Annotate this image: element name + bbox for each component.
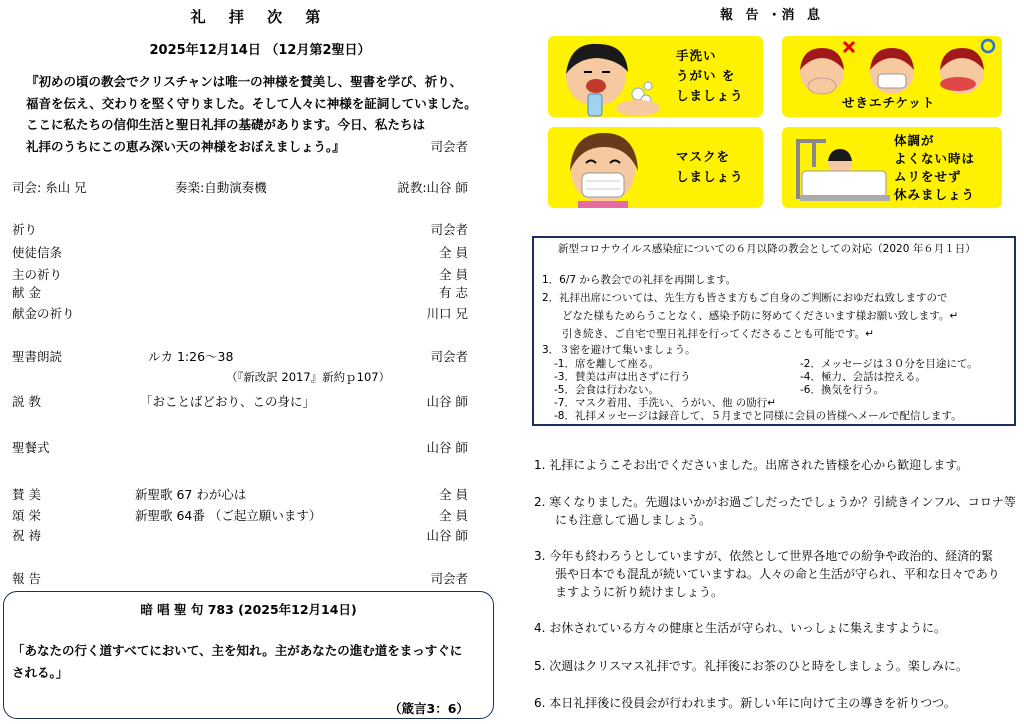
memory-verse-line-2: される。」 xyxy=(12,665,69,680)
intro-line-4: 礼拝のうちにこの恵み深い天の神様をおぼえましょう。』 xyxy=(26,139,345,154)
covid-rule-5: -5．会食は行わない。 xyxy=(554,384,659,396)
hymn-praise-who: 全 員 xyxy=(439,487,468,502)
memory-verse-ref: （箴言3：6） xyxy=(389,701,469,716)
mask-panel xyxy=(548,127,763,208)
announcement-3: 3. 今年も終わろうとしていますが、依然として世界各地での紛争や政治的、経済的緊 xyxy=(534,549,994,563)
announcement-6: 6. 本日礼拝後に役員会が行われます。新しい年に向けて主の導きを祈りつつ。 xyxy=(534,696,956,710)
service-date: 2025年12月14日 （12月第2聖日） xyxy=(149,43,371,58)
doxology-text: 新聖歌 64番 （ご起立願います） xyxy=(135,508,322,523)
staff-presider: 司会: 糸山 兄 xyxy=(12,180,87,195)
covid-rule-2: -2．メッセージは３０分を目途にて。 xyxy=(800,358,978,370)
covid-line-2: 2．礼拝出席については、先生方も皆さま方もご自身のご判断におゆだね致しますので xyxy=(542,292,948,304)
covid-rule-7: -7．マスク着用、手洗い、うがい、他 の励行↵ xyxy=(554,397,777,409)
sermon-label: 説 教 xyxy=(12,394,41,409)
announcement-2: 2. 寒くなりました。先週はいかがお過ごしだったでしょうか？引続きインフル、コロナ等 xyxy=(534,495,1016,509)
covid-line-4: 引き続き、ご自宅で聖日礼拝を行ってくださることも可能です。↵ xyxy=(562,328,875,340)
rest-line-4: 休みましょう xyxy=(894,187,976,202)
announcement-1: 1. 礼拝にようこそお出でくださいました。出席された皆様を心から歓迎します。 xyxy=(534,458,969,472)
news-title: 報 告 ･消 息 xyxy=(719,8,825,23)
doxology-label: 頌 栄 xyxy=(12,508,41,523)
memory-verse-line-1: 「あなたの行く道すべてにおいて、主を知れ。主があなたの進む道をまっすぐに xyxy=(12,643,463,658)
covid-rule-8: -8．礼拝メッセージは録音して、５月までと同様に会員の皆様へメールで配信します。 xyxy=(554,410,962,422)
rest-line-1: 体調が xyxy=(894,133,935,148)
memory-verse-heading: 暗 唱 聖 句 783 (2025年12月14日) xyxy=(140,602,357,617)
item-offering-who: 有 志 xyxy=(439,285,468,300)
item-offering-prayer: 献金の祈り xyxy=(12,306,75,321)
item-offering: 献 金 xyxy=(12,285,41,300)
intro-line-2: 福音を伝え、交わりを堅く守りました。そして人々に神様を証詞していました。 xyxy=(26,96,477,111)
announcement-3-cont-2: ますように祈り続けましょう。 xyxy=(555,585,724,599)
announcement-3-cont-1: 張や日本でも混乱が続いていますね。人々の命と生活が守られ、平和な日々であり xyxy=(555,567,1000,581)
etiquette-panel xyxy=(782,36,1002,117)
item-creed: 使徒信条 xyxy=(12,245,63,260)
benediction-who: 山谷 師 xyxy=(426,528,468,543)
intro-line-1: 『初めの頃の教会でクリスチャンは唯一の神様を賛美し、聖書を学び、祈り、 xyxy=(26,74,463,89)
reading-who: 司会者 xyxy=(430,349,468,364)
reading-text: ルカ 1:26～38 xyxy=(148,349,234,364)
covid-notice-box xyxy=(532,236,1016,426)
memory-verse-box xyxy=(3,591,494,719)
report-label: 報 告 xyxy=(12,571,41,586)
item-offering-prayer-who: 川口 兄 xyxy=(426,306,468,321)
sermon-title: 「おことばどおり、この身に」 xyxy=(140,394,316,409)
reading-note: （『新改訳 2017』新約ｐ107） xyxy=(226,370,391,384)
item-prayer: 祈り xyxy=(12,222,38,237)
covid-title: 新型コロナウイルス感染症についての６月以降の教会としての対応（2020 年６月１日） xyxy=(558,243,976,255)
announcement-2-cont: にも注意して過しましょう。 xyxy=(555,513,712,527)
rest-line-3: ムリをせず xyxy=(894,169,962,184)
staff-sermon: 説教:山谷 師 xyxy=(397,180,468,195)
mask-line-1: マスクを xyxy=(676,149,731,164)
item-prayer-who: 司会者 xyxy=(430,222,468,237)
covid-rule-4: -4．極力、会話は控える。 xyxy=(800,371,926,383)
handwash-line-3: しましょう xyxy=(676,88,744,103)
communion-label: 聖餐式 xyxy=(12,440,50,455)
hymn-praise-text: 新聖歌 67 わが心は xyxy=(135,487,247,502)
covid-rule-6: -6．換気を行う。 xyxy=(800,384,884,396)
intro-by: 司会者 xyxy=(430,139,468,154)
rest-line-2: よくない時は xyxy=(894,151,976,166)
item-lords-prayer-who: 全 員 xyxy=(439,267,468,282)
rest-panel xyxy=(782,127,1002,208)
staff-music: 奏楽:自動演奏機 xyxy=(175,180,267,195)
doxology-who: 全 員 xyxy=(439,508,468,523)
benediction-label: 祝 祷 xyxy=(12,528,41,543)
handwash-line-1: 手洗い xyxy=(676,48,717,63)
sermon-who: 山谷 師 xyxy=(426,394,468,409)
covid-line-5: 3．３密を避けて集いましょう。 xyxy=(542,344,696,356)
item-creed-who: 全 員 xyxy=(439,245,468,260)
intro-line-3: ここに私たちの信仰生活と聖日礼拝の基礎があります。今日、私たちは xyxy=(26,117,426,132)
covid-rule-3: -3．賛美は声は出さずに行う xyxy=(554,371,691,383)
mask-line-2: しましょう xyxy=(676,169,744,184)
communion-who: 山谷 師 xyxy=(426,440,468,455)
reading-label: 聖書朗読 xyxy=(12,349,63,364)
handwash-line-2: うがい を xyxy=(676,68,736,83)
hymn-praise-label: 賛 美 xyxy=(12,487,41,502)
handwash-panel xyxy=(548,36,763,117)
covid-line-1: 1．6/7 から教会での礼拝を再開します。 xyxy=(542,274,737,286)
item-lords-prayer: 主の祈り xyxy=(12,267,63,282)
announcement-4: 4. お休されている方々の健康と生活が守られ、いっしょに集えますように。 xyxy=(534,621,946,635)
etiquette-label: せきエチケット xyxy=(842,95,936,110)
announcement-5: 5. 次週はクリスマス礼拝です。礼拝後にお茶のひと時をしましょう。楽しみに。 xyxy=(534,659,968,673)
covid-rule-1: -1．席を離して座る。 xyxy=(554,358,659,370)
program-title: 礼 拝 次 第 xyxy=(190,8,330,26)
covid-line-3: どなた様もためらうことなく、感染予防に努めてくださいます様お願い致します。↵ xyxy=(562,310,959,322)
report-who: 司会者 xyxy=(430,571,468,586)
